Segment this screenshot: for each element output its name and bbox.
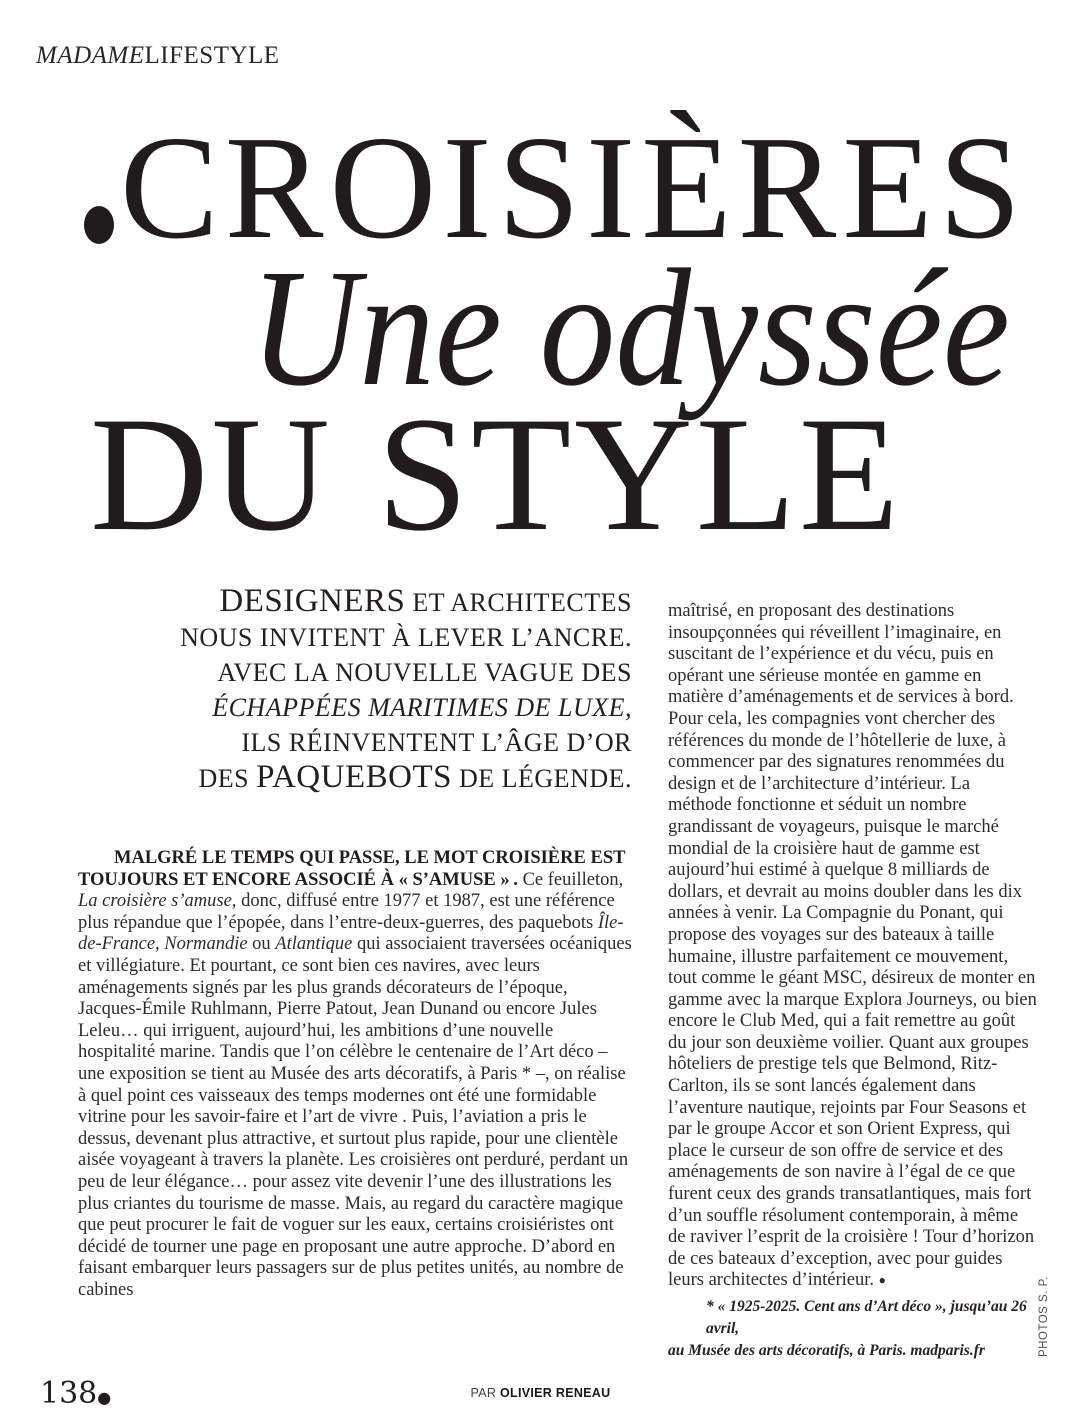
left-text-a: Ce feuilleton, <box>522 869 624 890</box>
left-italic-atlantique: Atlantique <box>275 934 353 955</box>
article-title-line3: DU STYLE <box>90 384 903 565</box>
standfirst <box>66 584 632 796</box>
page-header <box>36 42 280 70</box>
left-text-b: donc, diffusé entre 1977 et 1987, est une référence plus répandue que l’épopée, dans l’entre-deux-guerres, des paquebots <box>78 891 615 933</box>
article-title-line2: Une odyssée <box>250 235 1010 421</box>
standfirst-line-1 <box>66 584 632 620</box>
article-paragraph-right <box>668 601 1038 1292</box>
standfirst-line-6 <box>66 760 632 796</box>
body-column-right <box>668 601 1038 1292</box>
right-text: maîtrisé, en proposant des destinations insoupçonnées qui réveillent l’imaginaire, en suscitant de l’expérience et du vécu, puis en opérant une sérieuse montée en gamme en matière d’aménagements et de services à bord. Pour cela, les compagnies vont chercher des références du monde de l’hôtellerie de luxe, à commencer par des signatures renommées du design et de l’architecture d’intérieur. La méthode fonctionne et séduit un nombre grandissant de voyageurs, puisque le marché mondial de la croisière haut de gamme est aujourd’hui estimé à quelque 8 milliards de dollars, et devrait au moins doubler dans les dix années à venir. La Compagnie du Ponant, qui propose des voyages sur des bateaux à taille humaine, illustre parfaitement ce mouvement, tout comme le géant MSC, désireux de monter en gamme avec la marque Explora Journeys, ou bien encore le Club Med, qui a fait remettre au goût du jour son deuxième voilier. Quant aux groupes hôteliers de prestige tels que Belmond, Ritz-Carlton, ils se sont lancés également dans l’aventure nautique, rejoints par Four Seasons et par le groupe Accor et son Orient Express, qui place le curseur de son offre de service et des aménagements de son navire à l’égal de ce que furent ceux des grands transatlantiques, mais fort d’un souffle résolument contemporain, à même de raviver l’esprit de la croisière ! Tour d’horizon de ces bateaux d’exception, avec pour guides leurs architectes d’intérieur. <box>668 601 1037 1291</box>
byline-prefix: PAR <box>470 1386 497 1400</box>
end-of-article-mark: ● <box>878 1273 886 1288</box>
left-text-d: qui associaient traversées océaniques et villégiature. Et pourtant, ce sont bien ces navires, avec leurs aménagements signés par les plus grands décorateurs de l’époque, Jacques-Émile Ruhlmann, Pierre Patout, Jean Dunand ou encore Jules Leleu… qui irriguent, aujourd’hui, les ambitions d’une nouvelle hospitalité marine. Tandis que l’on célèbre le centenaire de l’Art déco – une exposition se tient au Musée des arts décoratifs, à Paris * –, on réalise à quel point ces vaisseaux des temps modernes ont été une formidable vitrine pour les savoir-faire et l’art de vivre . Puis, l’aviation a pris le dessus, devenant plus attractive, et surtout plus rapide, pour une clientèle aisée voyageant à travers la planète. Les croisières ont perduré, perdant un peu de leur élégance… pour assez vite devenir l’une des illustrations les plus criantes du tourisme de masse. Mais, au regard du caractère magique que peut procurer le fait de voguer sur les eaux, certains croisiéristes ont décidé de tourner une page en proposant une autre approche. D’abord en faisant embarquer leurs passagers sur de plus petites unités, au nombre de cabines <box>78 934 632 1300</box>
standfirst-line-2: NOUS INVITENT À LEVER L’ANCRE. <box>180 623 632 652</box>
magazine-title: MADAME <box>36 42 145 69</box>
standfirst-line-3: AVEC LA NOUVELLE VAGUE DES <box>217 658 632 687</box>
article-title-line1: CROISIÈRES <box>120 106 1028 270</box>
page-number-value: 138 <box>40 1376 98 1411</box>
standfirst-word-paquebots: PAQUEBOTS <box>256 759 452 795</box>
byline <box>0 1386 1081 1400</box>
standfirst-line-4: ÉCHAPPÉES MARITIMES DE LUXE, <box>212 693 632 722</box>
page-number-dot: ● <box>97 1388 112 1407</box>
left-text-c: ou <box>247 934 276 955</box>
footnote-line-1: * « 1925-2025. Cent ans d’Art déco », jusqu’au 26 avril, <box>706 1298 1027 1337</box>
title-bullet-dot <box>84 206 114 244</box>
left-italic-show-title: La croisière s’amuse, <box>78 891 237 912</box>
article-paragraph-left <box>78 848 634 1301</box>
standfirst-line-5: ILS RÉINVENTENT L’ÂGE D’OR <box>241 728 632 757</box>
left-italic-ship-names: Île-de-France, Normandie <box>78 912 624 955</box>
standfirst-word-designers: DESIGNERS <box>219 583 406 619</box>
standfirst-line-6-pre: DES <box>198 764 257 793</box>
byline-author: OLIVIER RENEAU <box>500 1386 611 1400</box>
footnote <box>668 1296 1052 1362</box>
lead-in-bold: MALGRÉ LE TEMPS QUI PASSE, LE MOT CROISIÈRE EST TOUJOURS ET ENCORE ASSOCIÉ À « S’AMUSE » . <box>78 848 626 890</box>
section-title: LIFESTYLE <box>144 42 280 69</box>
footnote-line-2: au Musée des arts décoratifs, à Paris. madparis.fr <box>668 1342 985 1359</box>
standfirst-line-6-post: DE LÉGENDE. <box>451 764 632 793</box>
standfirst-line-1-rest: ET ARCHITECTES <box>405 588 632 617</box>
photo-credit: PHOTOS S. P. <box>1038 1276 1050 1357</box>
body-column-left <box>78 848 634 1301</box>
